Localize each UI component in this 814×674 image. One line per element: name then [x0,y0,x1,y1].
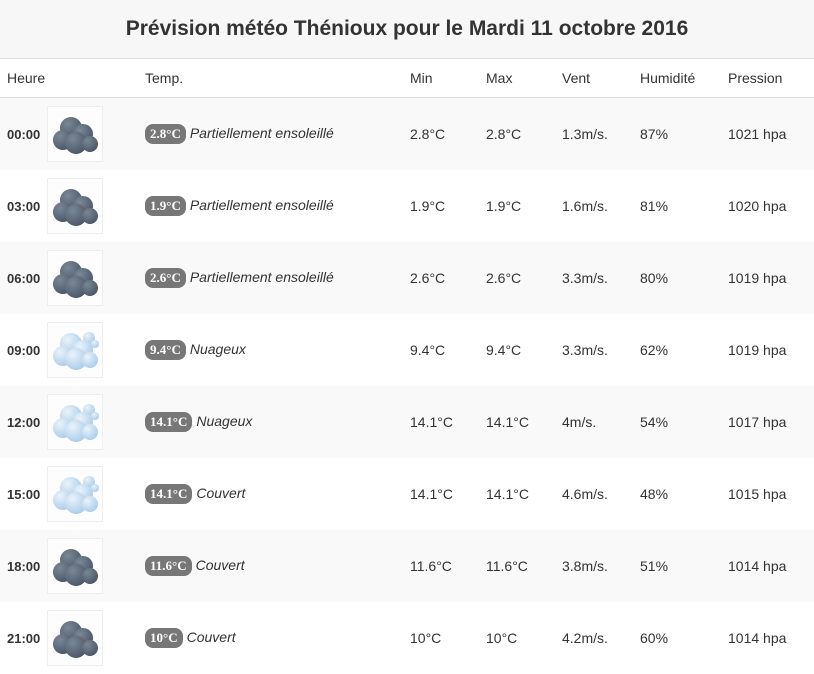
forecast-table [0,59,814,674]
min-value: 2.8°C [403,98,479,171]
table-row [0,602,814,674]
weather-description: Couvert [195,557,245,573]
max-value: 2.6°C [479,242,555,314]
hour-cell [0,458,138,530]
min-value: 2.6°C [403,242,479,314]
title-bar [0,0,814,59]
header-heure: Heure [0,59,138,98]
hour-label: 18:00 [7,558,41,574]
weather-description: Nuageux [196,413,253,429]
temp-cell [138,458,403,530]
wind-value: 3.8m/s. [555,530,633,602]
temp-badge: 2.8°C [145,124,186,144]
wind-value: 3.3m/s. [555,314,633,386]
hour-label: 00:00 [7,126,41,142]
min-value: 11.6°C [403,530,479,602]
temp-badge: 2.6°C [145,268,186,288]
humidity-value: 54% [633,386,721,458]
header-pression: Pression [721,59,814,98]
temp-cell [138,602,403,674]
weather-description: Partiellement ensoleillé [189,197,334,213]
hour-cell [0,242,138,314]
light-cloud-icon [47,466,103,522]
temp-badge: 1.9°C [145,196,186,216]
max-value: 1.9°C [479,170,555,242]
weather-description: Couvert [196,485,246,501]
temp-badge: 10°C [145,628,183,648]
min-value: 14.1°C [403,458,479,530]
min-value: 10°C [403,602,479,674]
table-row [0,170,814,242]
humidity-value: 48% [633,458,721,530]
wind-value: 1.3m/s. [555,98,633,171]
temp-cell [138,314,403,386]
table-row [0,98,814,171]
header-humidite: Humidité [633,59,721,98]
wind-value: 4.6m/s. [555,458,633,530]
humidity-value: 51% [633,530,721,602]
humidity-value: 81% [633,170,721,242]
temp-badge: 11.6°C [145,556,192,576]
temp-cell [138,170,403,242]
table-row [0,530,814,602]
header-temp: Temp. [138,59,403,98]
hour-label: 03:00 [7,198,41,214]
humidity-value: 60% [633,602,721,674]
hour-cell [0,386,138,458]
hour-label: 09:00 [7,342,41,358]
weather-description: Partiellement ensoleillé [189,125,334,141]
pressure-value: 1014 hpa [721,602,814,674]
weather-description: Partiellement ensoleillé [189,269,334,285]
hour-label: 12:00 [7,414,41,430]
header-vent: Vent [555,59,633,98]
pressure-value: 1020 hpa [721,170,814,242]
temp-badge: 14.1°C [145,412,192,432]
hour-label: 06:00 [7,270,41,286]
min-value: 9.4°C [403,314,479,386]
table-row [0,386,814,458]
temp-cell [138,530,403,602]
table-header-row [0,59,814,98]
wind-value: 4.2m/s. [555,602,633,674]
temp-badge: 14.1°C [145,484,192,504]
dark-cloud-icon [47,610,103,666]
pressure-value: 1019 hpa [721,242,814,314]
temp-badge: 9.4°C [145,340,186,360]
max-value: 14.1°C [479,458,555,530]
light-cloud-icon [47,394,103,450]
dark-cloud-icon [47,538,103,594]
page-title: Prévision météo Thénioux pour le Mardi 11 octobre 2016 [125,17,689,40]
light-cloud-icon [47,322,103,378]
wind-value: 1.6m/s. [555,170,633,242]
hour-label: 15:00 [7,486,41,502]
temp-cell [138,98,403,171]
dark-cloud-icon [47,106,103,162]
pressure-value: 1015 hpa [721,458,814,530]
table-row [0,314,814,386]
hour-cell [0,602,138,674]
min-value: 14.1°C [403,386,479,458]
hour-cell [0,98,138,171]
humidity-value: 80% [633,242,721,314]
header-max: Max [479,59,555,98]
humidity-value: 87% [633,98,721,171]
min-value: 1.9°C [403,170,479,242]
weather-description: Nuageux [189,341,246,357]
hour-cell [0,170,138,242]
hour-label: 21:00 [7,630,41,646]
pressure-value: 1019 hpa [721,314,814,386]
wind-value: 4m/s. [555,386,633,458]
humidity-value: 62% [633,314,721,386]
temp-cell [138,386,403,458]
hour-cell [0,530,138,602]
max-value: 14.1°C [479,386,555,458]
wind-value: 3.3m/s. [555,242,633,314]
temp-cell [138,242,403,314]
pressure-value: 1017 hpa [721,386,814,458]
max-value: 2.8°C [479,98,555,171]
weather-description: Couvert [186,629,236,645]
table-row [0,458,814,530]
table-row [0,242,814,314]
max-value: 10°C [479,602,555,674]
max-value: 11.6°C [479,530,555,602]
pressure-value: 1014 hpa [721,530,814,602]
max-value: 9.4°C [479,314,555,386]
pressure-value: 1021 hpa [721,98,814,171]
dark-cloud-icon [47,178,103,234]
header-min: Min [403,59,479,98]
hour-cell [0,314,138,386]
dark-cloud-icon [47,250,103,306]
